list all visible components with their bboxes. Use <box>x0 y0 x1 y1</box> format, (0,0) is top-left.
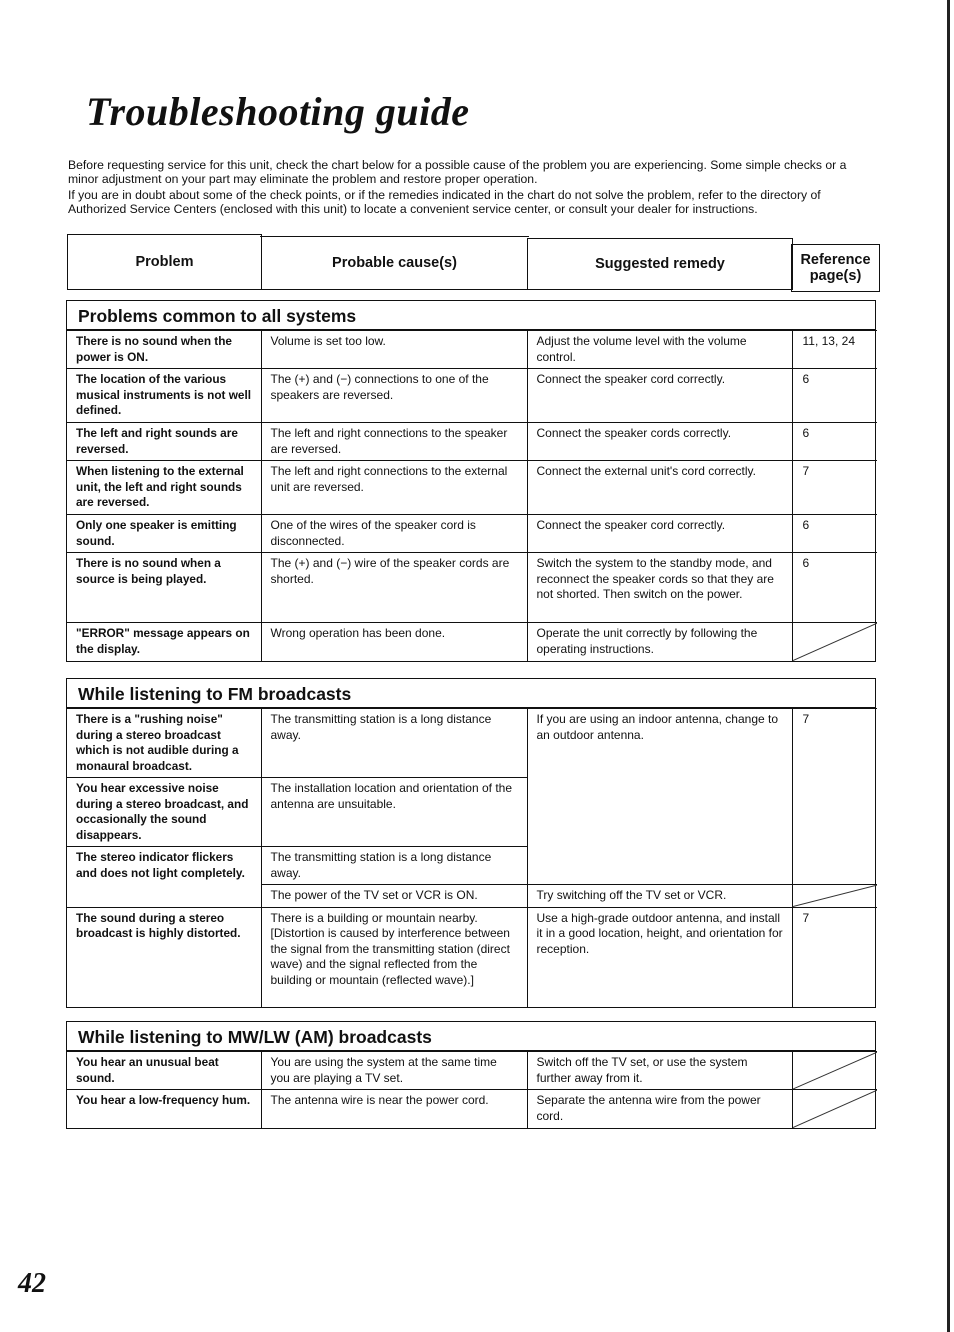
section-title: While listening to MW/LW (AM) broadcasts <box>67 1022 875 1051</box>
section-common-problems <box>66 300 876 662</box>
table-row <box>67 331 877 369</box>
reference-cell-empty <box>792 885 877 908</box>
section-title: While listening to FM broadcasts <box>67 679 875 708</box>
problem-cell: There is no sound when a source is being played. <box>67 553 261 623</box>
diagonal-dash-icon <box>793 1052 878 1089</box>
table-row <box>67 709 877 778</box>
reference-cell: 6 <box>792 423 877 461</box>
table-row <box>67 423 877 461</box>
reference-cell-empty <box>792 1052 877 1090</box>
problem-cell: The sound during a stereo broadcast is highly distorted. <box>67 907 261 1007</box>
problem-cell: There is a "rushing noise" during a stereo broadcast which is not audible during a monaural broadcast. <box>67 709 261 778</box>
header-cause: Probable cause(s) <box>260 236 529 290</box>
section-am-broadcasts <box>66 1021 876 1129</box>
problem-cell: You hear excessive noise during a stereo broadcast, and occasionally the sound disappears. <box>67 778 261 847</box>
problem-cell: "ERROR" message appears on the display. <box>67 623 261 661</box>
cause-cell: You are using the system at the same time you are playing a TV set. <box>261 1052 527 1090</box>
table-row <box>67 1090 877 1128</box>
page-edge-line <box>947 0 950 1332</box>
remedy-cell: Switch the system to the standby mode, and reconnect the speaker cords so that they are not shorted. Then switch on the power. <box>527 553 792 623</box>
remedy-cell: Try switching off the TV set or VCR. <box>527 885 792 908</box>
table-row <box>67 369 877 423</box>
intro-paragraph: Before requesting service for this unit, check the chart below for a possible cause of the problem you are experiencing. Some simple checks or a minor adjustment on your part may eliminate the problem and restore proper operation. <box>68 158 847 186</box>
problem-cell: You hear a low-frequency hum. <box>67 1090 261 1128</box>
problem-cell: When listening to the external unit, the left and right sounds are reversed. <box>67 461 261 515</box>
remedy-cell: Connect the speaker cords correctly. <box>527 423 792 461</box>
troubleshooting-table <box>67 1051 877 1128</box>
page-title: Troubleshooting guide <box>86 89 470 134</box>
diagonal-dash-icon <box>793 623 878 661</box>
column-header-row <box>67 234 879 292</box>
remedy-cell: Connect the speaker cord correctly. <box>527 369 792 423</box>
cause-cell: There is a building or mountain nearby. [Distortion is caused by interference between the signal from the transmitting station (direct wave) and the signal reflected from the building or mountain (reflected wave).] <box>261 907 527 1007</box>
problem-cell: There is no sound when the power is ON. <box>67 331 261 369</box>
cause-cell: The antenna wire is near the power cord. <box>261 1090 527 1128</box>
problem-cell: The stereo indicator flickers and does not light completely. <box>67 847 261 908</box>
header-remedy: Suggested remedy <box>527 238 793 290</box>
reference-cell: 7 <box>792 461 877 515</box>
table-row <box>67 907 877 1007</box>
cause-cell: The power of the TV set or VCR is ON. <box>261 885 527 908</box>
cause-cell: Volume is set too low. <box>261 331 527 369</box>
troubleshooting-table <box>67 708 877 1007</box>
table-row <box>67 623 877 661</box>
intro-paragraph: If you are in doubt about some of the check points, or if the remedies indicated in the chart do not solve the problem, refer to the directory of Authorized Service Centers (enclosed with this unit) to locate a convenient service center, or consult your dealer for instructions. <box>68 188 821 216</box>
header-reference: Reference page(s) <box>791 244 880 292</box>
cause-cell: The (+) and (−) wire of the speaker cords are shorted. <box>261 553 527 623</box>
remedy-cell: If you are using an indoor antenna, change to an outdoor antenna. <box>527 709 792 885</box>
table-row <box>67 515 877 553</box>
table-row <box>67 553 877 623</box>
problem-cell: Only one speaker is emitting sound. <box>67 515 261 553</box>
cause-cell: The (+) and (−) connections to one of the speakers are reversed. <box>261 369 527 423</box>
problem-cell: The left and right sounds are reversed. <box>67 423 261 461</box>
section-title: Problems common to all systems <box>67 301 875 330</box>
remedy-cell: Switch off the TV set, or use the system further away from it. <box>527 1052 792 1090</box>
diagonal-dash-icon <box>793 885 878 907</box>
header-problem: Problem <box>67 234 262 290</box>
reference-cell-empty <box>792 623 877 661</box>
remedy-cell: Use a high-grade outdoor antenna, and install it in a good location, height, and orientation for reception. <box>527 907 792 1007</box>
cause-cell: The left and right connections to the external unit are reversed. <box>261 461 527 515</box>
table-row <box>67 1052 877 1090</box>
reference-cell: 6 <box>792 369 877 423</box>
page-number: 42 <box>18 1268 46 1299</box>
reference-cell: 6 <box>792 515 877 553</box>
cause-cell: The left and right connections to the speaker are reversed. <box>261 423 527 461</box>
remedy-cell: Separate the antenna wire from the power cord. <box>527 1090 792 1128</box>
cause-cell: Wrong operation has been done. <box>261 623 527 661</box>
problem-cell: The location of the various musical instruments is not well defined. <box>67 369 261 423</box>
remedy-cell: Operate the unit correctly by following the operating instructions. <box>527 623 792 661</box>
reference-cell: 6 <box>792 553 877 623</box>
troubleshooting-table <box>67 330 877 661</box>
table-row <box>67 461 877 515</box>
remedy-cell: Adjust the volume level with the volume control. <box>527 331 792 369</box>
cause-cell: The transmitting station is a long distance away. <box>261 847 527 885</box>
intro-text <box>68 158 880 218</box>
reference-cell: 11, 13, 24 <box>792 331 877 369</box>
cause-cell: One of the wires of the speaker cord is disconnected. <box>261 515 527 553</box>
reference-cell-empty <box>792 1090 877 1128</box>
cause-cell: The installation location and orientation of the antenna are unsuitable. <box>261 778 527 847</box>
reference-cell: 7 <box>792 907 877 1007</box>
cause-cell: The transmitting station is a long distance away. <box>261 709 527 778</box>
remedy-cell: Connect the external unit's cord correctly. <box>527 461 792 515</box>
reference-cell: 7 <box>792 709 877 885</box>
remedy-cell: Connect the speaker cord correctly. <box>527 515 792 553</box>
section-fm-broadcasts <box>66 678 876 1008</box>
diagonal-dash-icon <box>793 1090 878 1128</box>
problem-cell: You hear an unusual beat sound. <box>67 1052 261 1090</box>
